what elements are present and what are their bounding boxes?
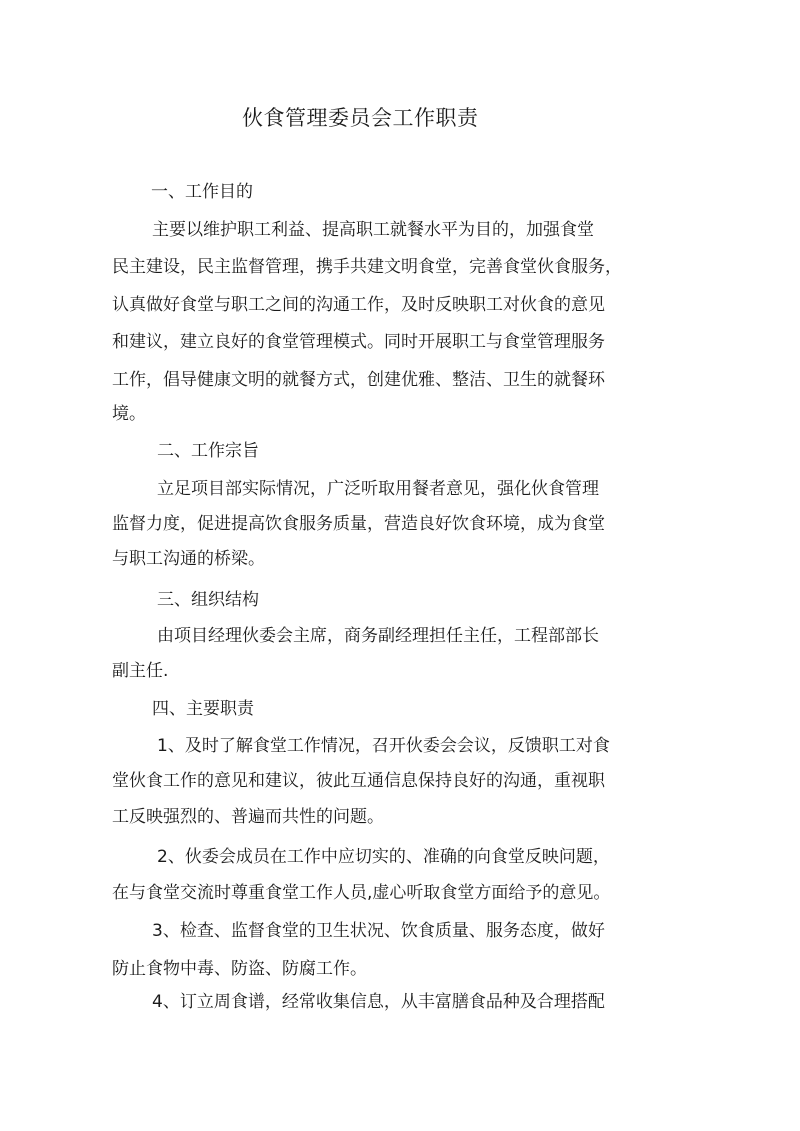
list-item-line: 4、订立周食谱，经常收集信息，从丰富膳食品种及合理搭配	[152, 992, 605, 1012]
paragraph-line: 民主建设，民主监督管理，携手共建文明食堂，完善食堂伙食服务，	[112, 257, 622, 277]
document-title: 伙食管理委员会工作职责	[242, 106, 479, 130]
paragraph-line: 副主任.	[112, 661, 169, 681]
section-heading: 一、工作目的	[151, 182, 253, 202]
paragraph-line: 工作，倡导健康文明的就餐方式，创建优雅、整洁、卫生的就餐环	[112, 370, 605, 390]
list-item-line: 防止食物中毒、防盗、防腐工作。	[112, 959, 367, 979]
paragraph-line: 主要以维护职工利益、提高职工就餐水平为目的，加强食堂	[152, 220, 594, 240]
list-item-line: 工反映强烈的、普遍而共性的问题。	[112, 807, 384, 827]
section-heading: 三、组织结构	[157, 590, 259, 610]
list-item-line: 2、伙委会成员在工作中应切实的、准确的向食堂反映问题，	[157, 847, 610, 867]
section-heading: 四、主要职责	[152, 699, 254, 719]
paragraph-line: 与职工沟通的桥梁。	[112, 549, 265, 569]
paragraph-line: 监督力度，促进提高饮食服务质量，营造良好饮食环境，成为食堂	[112, 514, 605, 534]
section-heading: 二、工作宗旨	[157, 441, 259, 461]
paragraph-line: 由项目经理伙委会主席，商务副经理担任主任，工程部部长	[157, 626, 599, 646]
paragraph-line: 境。	[112, 404, 146, 424]
paragraph-line: 认真做好食堂与职工之间的沟通工作，及时反映职工对伙食的意见	[112, 295, 605, 315]
paragraph-line: 和建议，建立良好的食堂管理模式。同时开展职工与食堂管理服务	[112, 332, 605, 352]
paragraph-line: 立足项目部实际情况，广泛听取用餐者意见，强化伙食管理	[157, 479, 599, 499]
list-item-line: 在与食堂交流时尊重食堂工作人员,虚心听取食堂方面给予的意见。	[112, 883, 611, 903]
list-item-line: 3、检查、监督食堂的卫生状况、饮食质量、服务态度，做好	[152, 921, 605, 941]
list-item-line: 堂伙食工作的意见和建议，彼此互通信息保持良好的沟通，重视职	[112, 771, 605, 791]
list-item-line: 1、及时了解食堂工作情况，召开伙委会会议，反馈职工对食	[157, 736, 610, 756]
